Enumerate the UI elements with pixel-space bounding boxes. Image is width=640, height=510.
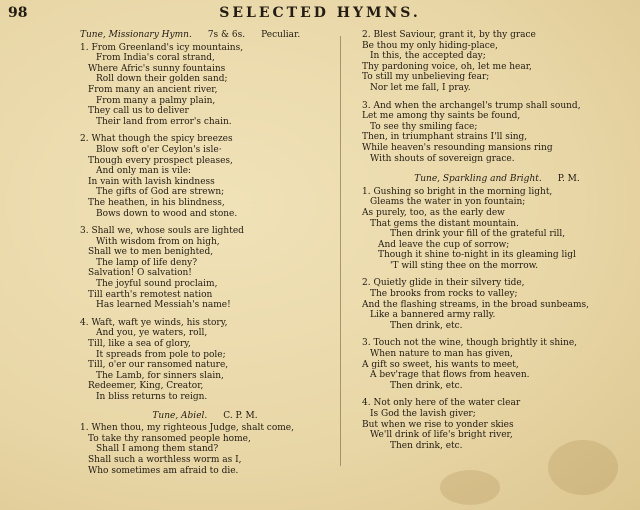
hymn-line: A bev'rage that flows from heaven. (370, 370, 530, 381)
stanza (362, 338, 632, 391)
hymn-line: From many a palmy plain, (96, 95, 216, 106)
stanza (80, 226, 330, 311)
tune-meter: C. P. M. (223, 410, 258, 421)
hymn-line: Let me among thy saints be found, (362, 111, 521, 122)
hymn-line: Till, o'er our ransomed nature, (88, 360, 229, 371)
hymn-line: Then, in triumphant strains I'll sing, (362, 132, 528, 143)
running-title: SELECTED HYMNS. (219, 5, 421, 21)
hymn-line: Then drink, etc. (390, 440, 463, 451)
tune-heading (362, 174, 632, 185)
hymn-line: Till earth's remotest nation (88, 289, 213, 300)
hymn-line: To still my unbelieving fear; (362, 72, 490, 83)
stanza (80, 43, 330, 128)
hymn-line: They call us to deliver (88, 106, 189, 117)
hymn-line: The lamp of life deny? (96, 257, 198, 268)
hymn-line: Then drink, etc. (390, 380, 463, 391)
hymn-line: 2. Blest Saviour, grant it, by thy grace (362, 30, 536, 40)
hymn-line: The brooks from rocks to valley; (370, 289, 518, 300)
stanza (80, 318, 330, 403)
hymn-line: Thy pardoning voice, oh, let me hear, (362, 61, 532, 72)
hymn-line: And only man is vile: (96, 166, 192, 177)
hymn-line: With shouts of sovereign grace. (370, 153, 515, 164)
hymn-abiel-continued (362, 30, 632, 164)
hymn-line: We'll drink of life's bright river, (370, 430, 513, 441)
hymn-line: Salvation! O salvation! (88, 268, 192, 279)
hymn-line: That gems the distant mountain. (370, 218, 519, 229)
page-number: 98 (8, 5, 28, 21)
stanza (362, 398, 632, 451)
hymn-line: 1. From Greenland's icy mountains, (80, 42, 244, 53)
hymn-line: And leave the cup of sorrow; (378, 239, 510, 250)
hymn-line: 1. When thou, my righteous Judge, shalt come, (80, 423, 294, 434)
hymn-line: In bliss returns to reign. (96, 392, 208, 402)
hymn-abiel (80, 423, 330, 476)
hymn-line: Redeemer, King, Creator, (88, 381, 204, 392)
hymn-line: It spreads from pole to pole; (96, 349, 226, 360)
page-header (0, 0, 640, 24)
hymn-line: The gifts of God are strewn; (96, 187, 225, 198)
hymn-line: Though it shine to-night in its gleaming ligl (378, 250, 576, 261)
hymn-line: 3. Shall we, whose souls are lighted (80, 226, 244, 237)
hymn-line: Then drink your fill of the grateful rill, (390, 229, 566, 240)
hymn-line: But when we rise to yonder skies (362, 419, 514, 430)
tune-heading (80, 30, 330, 41)
tune-meter: P. M. (557, 174, 580, 185)
right-column (362, 30, 632, 458)
hymn-line: Then drink, etc. (390, 320, 463, 331)
left-column (80, 30, 330, 483)
hymn-line: The joyful sound proclaim, (96, 279, 218, 290)
hymn-line: Blow soft o'er Ceylon's isle· (96, 144, 222, 155)
tune-name: Tune, Sparkling and Bright. (414, 174, 542, 185)
hymn-line: The Lamb, for sinners slain, (96, 370, 224, 381)
hymn-line: In vain with lavish kindness (88, 176, 215, 187)
hymn-sparkling-and-bright (362, 187, 632, 452)
hymn-line: From India's coral strand, (96, 53, 215, 64)
hymn-line: Roll down their golden sand; (96, 74, 228, 85)
stanza (362, 101, 632, 165)
tune-name: Tune, Missionary Hymn. (80, 30, 192, 40)
hymn-line: Is God the lavish giver; (370, 409, 476, 419)
hymn-line: 2. Quietly glide in their silvery tide, (362, 278, 525, 289)
hymn-line: From many an ancient river, (88, 84, 218, 95)
hymn-line: Shall I among them stand? (96, 444, 219, 455)
hymn-line: Like a bannered army rally. (370, 310, 496, 321)
hymn-line: Has learned Messiah's name! (96, 300, 231, 311)
hymn-line: Be thou my only hiding-place, (362, 40, 498, 51)
hymn-line: Their land from error's chain. (96, 116, 232, 127)
stanza (362, 278, 632, 331)
tune-kind: Peculiar. (261, 30, 301, 40)
hymn-line: Gleams the water in yon fountain; (370, 197, 526, 208)
hymn-line: Shall we to men benighted, (88, 247, 214, 258)
hymn-line: A gift so sweet, his wants to meet, (362, 359, 519, 370)
hymn-line: To take thy ransomed people home, (88, 433, 251, 444)
hymn-line: 3. Touch not the wine, though brightly it shine, (362, 338, 578, 349)
hymn-line: 2. What though the spicy breezes (80, 134, 233, 145)
column-divider (340, 36, 341, 466)
hymn-line: Till, like a sea of glory, (88, 339, 191, 350)
hymn-line: And the flashing streams, in the broad sunbeams, (362, 299, 589, 310)
hymn-line: As purely, too, as the early dew (362, 207, 505, 218)
hymn-line: 3. And when the archangel's trump shall sound, (362, 100, 581, 111)
hymn-line: Nor let me fall, I pray. (370, 82, 471, 93)
hymn-line: Bows down to wood and stone. (96, 208, 238, 219)
hymn-line: And you, ye waters, roll, (96, 328, 208, 339)
hymn-missionary (80, 43, 330, 403)
hymn-line: Though every prospect pleases, (88, 155, 233, 166)
hymn-line: 1. Gushing so bright in the morning light, (362, 186, 553, 197)
tune-name: Tune, Abiel. (152, 410, 208, 421)
hymn-line: 4. Not only here of the water clear (362, 398, 521, 409)
tune-heading (80, 411, 330, 422)
stanza (80, 423, 330, 476)
hymn-line: 'T will sting thee on the morrow. (390, 260, 539, 271)
hymn-line: While heaven's resounding mansions ring (362, 142, 553, 153)
stanza (362, 187, 632, 272)
stanza (80, 134, 330, 219)
hymn-line: With wisdom from on high, (96, 236, 220, 247)
tune-meter: 7s & 6s. (207, 30, 246, 40)
hymn-line: In this, the accepted day; (370, 51, 486, 62)
hymn-line: The heathen, in his blindness, (88, 197, 225, 208)
hymn-line: Where Afric's sunny fountains (88, 63, 226, 74)
hymn-line: 4. Waft, waft ye winds, his story, (80, 317, 228, 328)
hymn-line: When nature to man has given, (370, 349, 513, 360)
hymn-line: To see thy smiling face; (370, 121, 478, 132)
stanza (362, 30, 632, 94)
hymn-line: Shall such a worthless worm as I, (88, 454, 242, 465)
hymn-line: Who sometimes am afraid to die. (88, 465, 239, 476)
age-stain (440, 470, 500, 505)
